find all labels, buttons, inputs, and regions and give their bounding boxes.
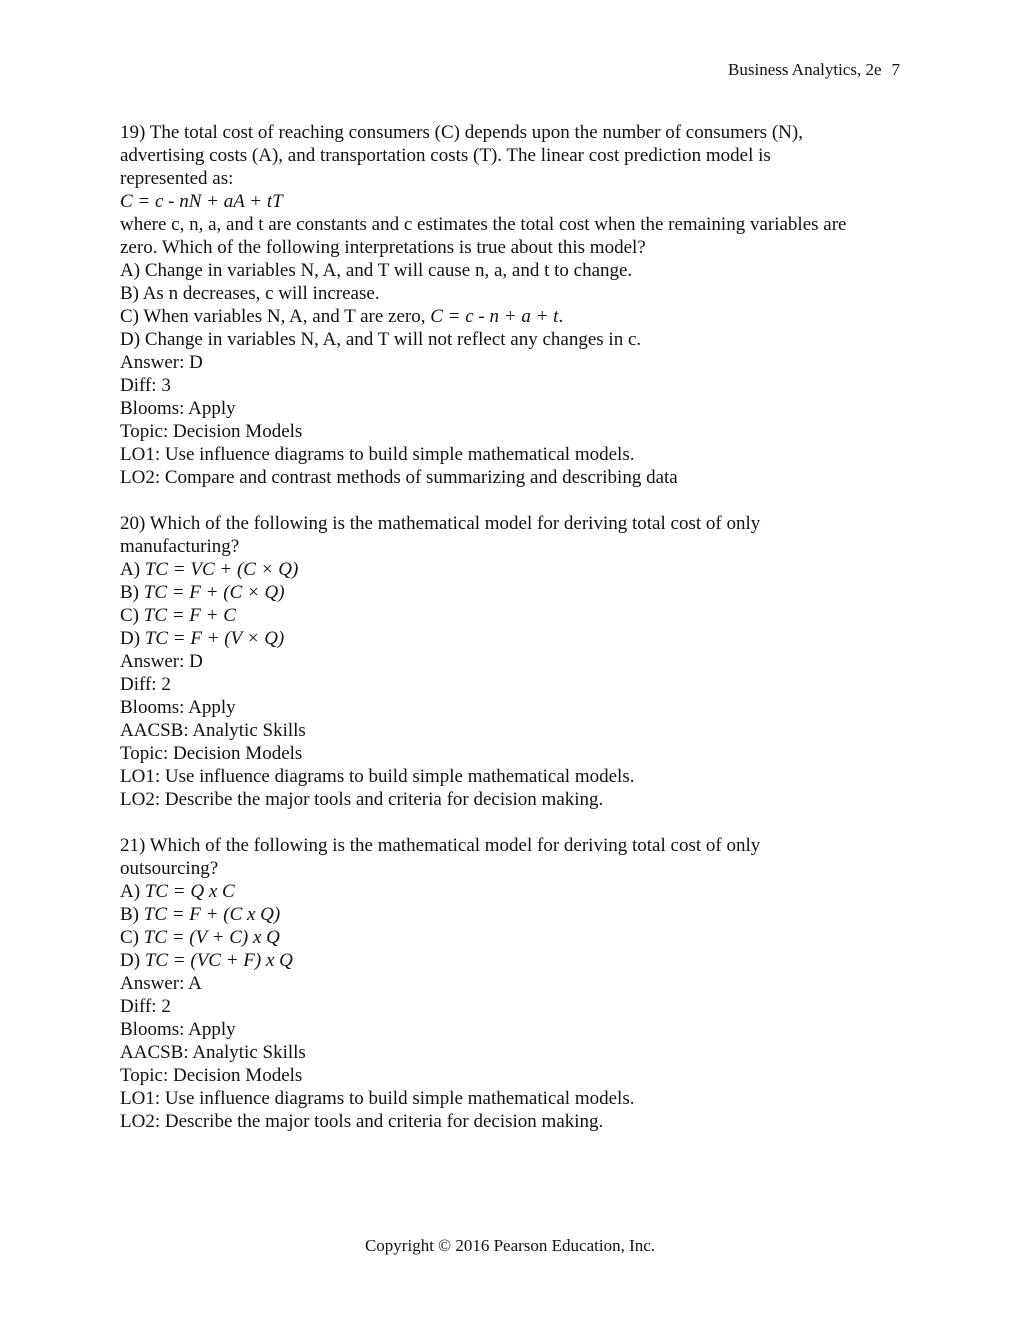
question-metadata-line: Diff: 2 <box>120 674 171 695</box>
question-metadata-line: Answer: D <box>120 651 203 672</box>
answer-option <box>120 604 900 627</box>
option-letter: D) <box>120 628 145 649</box>
question-prompt-line: outsourcing? <box>120 858 219 879</box>
answer-option <box>120 328 900 351</box>
option-formula: TC = (VC + F) x Q <box>144 950 293 971</box>
question-metadata-line: Topic: Decision Models <box>120 1065 303 1086</box>
question-metadata-line: LO2: Describe the major tools and criteria for decision making. <box>120 1111 604 1132</box>
option-letter: A) <box>120 881 145 902</box>
option-formula: TC = Q x C <box>144 881 235 902</box>
question-prompt-line: where c, n, a, and t are constants and c estimates the total cost when the remaining variables are <box>120 214 847 235</box>
option-formula: TC = F + (C x Q) <box>143 904 281 925</box>
option-formula: C = c - n + a + t <box>430 306 559 327</box>
question-prompt-line: 21) Which of the following is the mathematical model for deriving total cost of only <box>120 835 761 856</box>
question-metadata-line: LO1: Use influence diagrams to build simple mathematical models. <box>120 766 635 787</box>
option-letter: C) <box>120 306 144 327</box>
answer-option <box>120 903 900 926</box>
question-prompt-line: 19) The total cost of reaching consumers (C) depends upon the number of consumers (N), <box>120 122 803 143</box>
answer-option <box>120 259 900 282</box>
question-prompt-line: manufacturing? <box>120 536 240 557</box>
option-letter: B) <box>120 904 144 925</box>
question-metadata-line: Topic: Decision Models <box>120 743 303 764</box>
option-formula: TC = F + (V × Q) <box>144 628 285 649</box>
question-metadata-line: Answer: D <box>120 352 203 373</box>
question-prompt-line: 20) Which of the following is the mathematical model for deriving total cost of only <box>120 513 761 534</box>
question-metadata-line: Topic: Decision Models <box>120 421 303 442</box>
answer-option <box>120 282 900 305</box>
answer-option <box>120 880 900 903</box>
answer-option <box>120 949 900 972</box>
answer-option <box>120 926 900 949</box>
option-text: As n decreases, c will increase. <box>142 283 380 304</box>
option-suffix: . <box>558 306 564 327</box>
question-prompt-line: zero. Which of the following interpretations is true about this model? <box>120 237 646 258</box>
question-metadata-line: LO2: Describe the major tools and criteria for decision making. <box>120 789 604 810</box>
option-formula: TC = F + C <box>143 605 236 626</box>
question-metadata-line: LO1: Use influence diagrams to build simple mathematical models. <box>120 1088 635 1109</box>
page-number: 7 <box>891 60 900 79</box>
answer-option <box>120 581 900 604</box>
option-formula: TC = VC + (C × Q) <box>144 559 299 580</box>
option-letter: A) <box>120 260 145 281</box>
question-metadata-line: Blooms: Apply <box>120 1019 236 1040</box>
question-metadata-line: Answer: A <box>120 973 202 994</box>
question-metadata-line: AACSB: Analytic Skills <box>120 1042 306 1063</box>
question-metadata-line: Diff: 3 <box>120 375 171 396</box>
book-title: Business Analytics, 2e <box>728 60 882 79</box>
option-letter: D) <box>120 329 145 350</box>
option-text: Change in variables N, A, and T will not reflect any changes in c. <box>144 329 642 350</box>
option-text: When variables N, A, and T are zero, <box>143 306 431 327</box>
question-block <box>120 512 900 811</box>
copyright-footer: Copyright © 2016 Pearson Education, Inc. <box>364 1236 656 1255</box>
question-metadata-line: Diff: 2 <box>120 996 171 1017</box>
question-block <box>120 121 900 489</box>
model-formula: C = c - nN + aA + tT <box>120 191 283 212</box>
question-metadata-line: AACSB: Analytic Skills <box>120 720 306 741</box>
question-list <box>120 121 900 1156</box>
answer-option <box>120 558 900 581</box>
question-prompt-line: advertising costs (A), and transportation costs (T). The linear cost prediction model is <box>120 145 771 166</box>
question-metadata-line: Blooms: Apply <box>120 398 236 419</box>
question-prompt-line: represented as: <box>120 168 234 189</box>
running-header <box>728 60 900 80</box>
question-metadata-line: Blooms: Apply <box>120 697 236 718</box>
option-letter: A) <box>120 559 145 580</box>
option-text: Change in variables N, A, and T will cause n, a, and t to change. <box>144 260 633 281</box>
option-letter: B) <box>120 582 144 603</box>
answer-option <box>120 627 900 650</box>
option-letter: D) <box>120 950 145 971</box>
option-letter: C) <box>120 605 144 626</box>
question-metadata-line: LO1: Use influence diagrams to build simple mathematical models. <box>120 444 635 465</box>
question-metadata-line: LO2: Compare and contrast methods of summarizing and describing data <box>120 467 678 488</box>
answer-option <box>120 305 900 328</box>
option-formula: TC = (V + C) x Q <box>143 927 280 948</box>
option-letter: B) <box>120 283 143 304</box>
question-block <box>120 834 900 1133</box>
option-formula: TC = F + (C × Q) <box>143 582 285 603</box>
option-letter: C) <box>120 927 144 948</box>
